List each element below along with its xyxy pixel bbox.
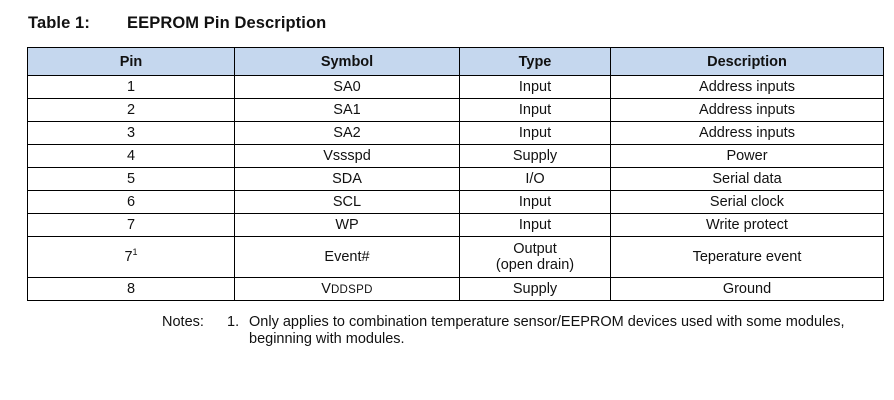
cell-description: Teperature event	[611, 237, 884, 278]
note-number: 1.	[227, 314, 240, 330]
cell-pin	[28, 237, 235, 278]
pin-number: 7	[124, 249, 133, 265]
cell-type: Supply	[460, 278, 611, 301]
cell-pin: 5	[28, 168, 235, 191]
table-row	[28, 99, 884, 122]
cell-symbol: SA2	[235, 122, 460, 145]
cell-pin: 2	[28, 99, 235, 122]
cell-description: Address inputs	[611, 99, 884, 122]
cell-description: Serial clock	[611, 191, 884, 214]
cell-description: Serial data	[611, 168, 884, 191]
cell-type: Input	[460, 76, 611, 99]
cell-pin: 4	[28, 145, 235, 168]
table-row	[28, 191, 884, 214]
table-title	[28, 14, 327, 33]
table-row	[28, 214, 884, 237]
cell-symbol: SDA	[235, 168, 460, 191]
cell-type	[460, 237, 611, 278]
cell-type: Input	[460, 214, 611, 237]
table-row	[28, 237, 884, 278]
pin-description-table	[27, 47, 884, 301]
header-description: Description	[611, 48, 884, 76]
footnote-marker: 1	[132, 247, 138, 258]
header-type: Type	[460, 48, 611, 76]
cell-symbol: SA0	[235, 76, 460, 99]
cell-symbol: SCL	[235, 191, 460, 214]
table-row	[28, 145, 884, 168]
cell-pin: 6	[28, 191, 235, 214]
table-row	[28, 122, 884, 145]
cell-symbol: WP	[235, 214, 460, 237]
notes-label: Notes:	[162, 314, 204, 330]
header-pin: Pin	[28, 48, 235, 76]
cell-symbol: Event#	[235, 237, 460, 278]
cell-type: Input	[460, 99, 611, 122]
symbol-prefix: V	[321, 280, 331, 297]
cell-pin: 1	[28, 76, 235, 99]
cell-description: Address inputs	[611, 76, 884, 99]
cell-pin: 7	[28, 214, 235, 237]
symbol-smallcaps: DDSPD	[330, 283, 373, 296]
cell-type: I/O	[460, 168, 611, 191]
table-row	[28, 76, 884, 99]
table-row	[28, 168, 884, 191]
cell-type: Input	[460, 122, 611, 145]
cell-symbol	[235, 278, 460, 301]
cell-pin: 8	[28, 278, 235, 301]
table-header-row	[28, 48, 884, 76]
table-caption: EEPROM Pin Description	[127, 14, 327, 32]
table-row	[28, 278, 884, 301]
note-text: Only applies to combination temperature sensor/EEPROM devices used with some modules, beginning with modules.	[249, 314, 845, 347]
cell-symbol: SA1	[235, 99, 460, 122]
cell-description: Write protect	[611, 214, 884, 237]
type-line-2: (open drain)	[495, 257, 575, 273]
cell-type: Supply	[460, 145, 611, 168]
header-symbol: Symbol	[235, 48, 460, 76]
cell-description: Address inputs	[611, 122, 884, 145]
type-line-1: Output	[513, 241, 557, 257]
cell-description: Power	[611, 145, 884, 168]
cell-symbol: Vssspd	[235, 145, 460, 168]
cell-description: Ground	[611, 278, 884, 301]
table-number: Table 1:	[28, 14, 90, 32]
cell-type: Input	[460, 191, 611, 214]
cell-pin: 3	[28, 122, 235, 145]
